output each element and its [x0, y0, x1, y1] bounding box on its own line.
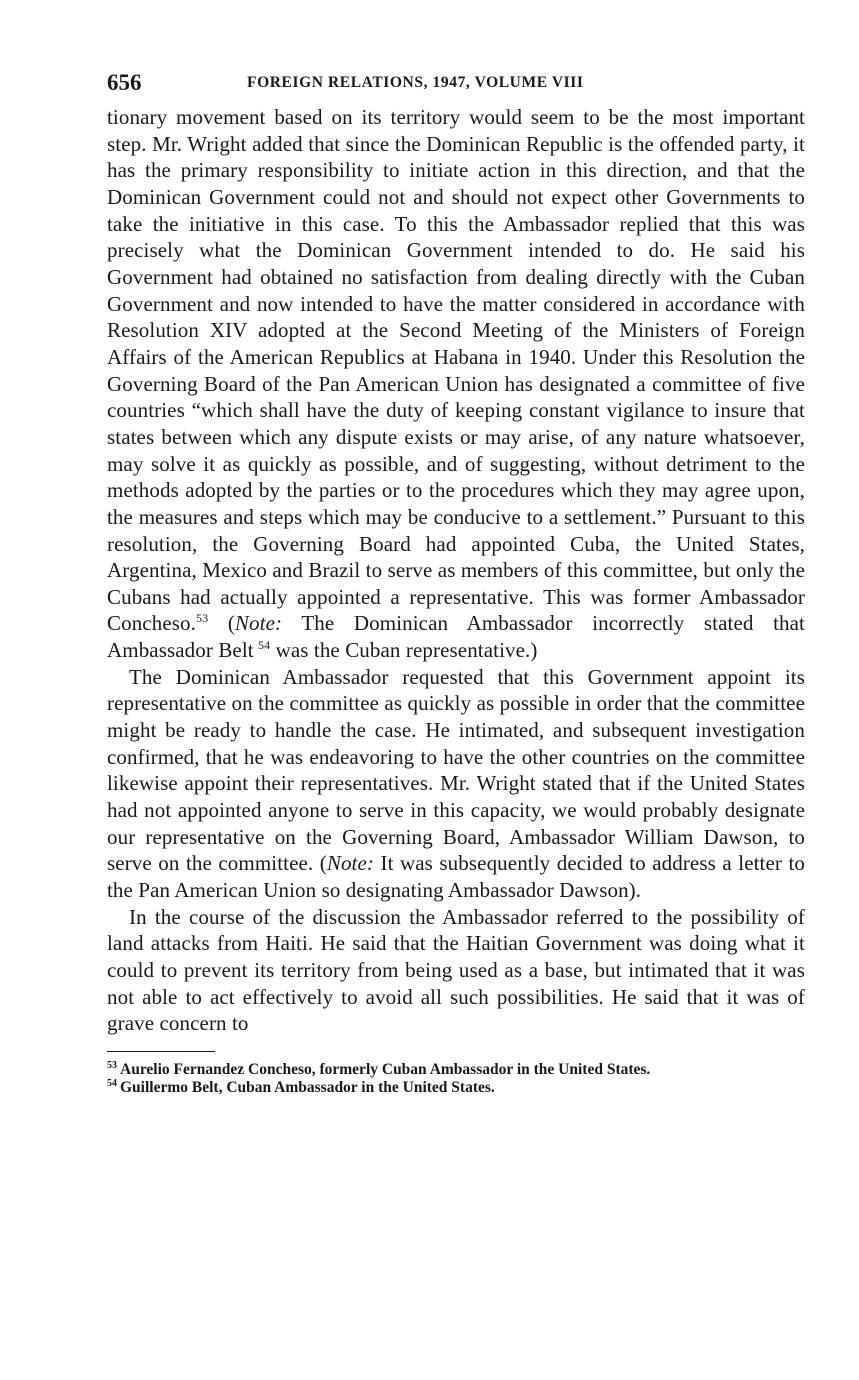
paragraph-1-text-c: The Dominican Ambassador incorrectly stated that Ambassador Belt: [107, 611, 805, 663]
page-header: [107, 68, 805, 104]
footnote-text: Aurelio Fernandez Concheso, formerly Cuban Ambassador in the United States.: [120, 1060, 651, 1078]
page-number: 656: [107, 70, 142, 95]
footnotes: [107, 1059, 805, 1096]
body-text: [107, 104, 805, 1037]
footnote-number: 53: [107, 1059, 117, 1071]
document-page: [107, 68, 805, 1096]
note-label: Note:: [234, 611, 283, 636]
paragraph-2: [107, 664, 805, 904]
paragraph-1-text-d: was the Cuban representative.): [270, 638, 538, 663]
footnote-reference-54: 54: [258, 638, 271, 653]
paragraph-2-text-b: It was subsequently decided to address a letter to the Pan American Union so designating Ambassador Dawson).: [107, 851, 805, 903]
footnote-text: Guillermo Belt, Cuban Ambassador in the United States.: [120, 1078, 495, 1096]
running-head: FOREIGN RELATIONS, 1947, VOLUME VIII: [247, 74, 584, 91]
footnote-divider: [107, 1051, 215, 1052]
note-label: Note:: [326, 851, 374, 876]
paragraph-3: In the course of the discussion the Ambassador referred to the possibility of land attacks from Haiti. He said that the Haitian Government was doing what it could to prevent its territory from being used as a base, but intimated that it was not able to act effectively to avoid all such possibilities. He said that it was of grave concern to: [107, 904, 805, 1036]
paragraph-1-text-b: (: [208, 611, 235, 636]
footnote-53: [107, 1059, 805, 1078]
footnote-reference-53: 53: [195, 611, 209, 626]
paragraph-2-text-a: The Dominican Ambassador requested that this Government appoint its representative on the committee as quickly as possible in order that the committee might be ready to handle the case. He intimated, and subsequent investigation confirmed, that he was endeavoring to have the other countries on the committee likewise appoint their representatives. Mr. Wright stated that if the United States had not appointed anyone to serve in this capacity, we would probably designate our representative on the Governing Board, Ambassador William Dawson, to serve on the committee. (: [107, 664, 805, 876]
paragraph-1: [107, 104, 805, 664]
paragraph-1-text-a: tionary movement based on its territory would seem to be the most important step. Mr. Wright added that since the Dominican Republic is the offended party, it has the primary responsibility to initiate action in this direction, and that the Dominican Government could not and should not expect other Governments to take the initiative in this case. To this the Ambassador replied that this was precisely what the Dominican Government intended to do. He said his Government had obtained no satisfaction from dealing directly with the Cuban Government and now intended to have the matter considered in accordance with Resolution XIV adopted at the Second Meeting of the Ministers of Foreign Affairs of the American Republics at Habana in 1940. Under this Resolution the Governing Board of the Pan American Union has designated a committee of five countries “which shall have the duty of keeping constant vigilance to insure that states between which any dispute exists or may arise, of any nature whatsoever, may solve it as quickly as possible, and of suggesting, without detriment to the methods adopted by the parties or to the procedures which they may agree upon, the measures and steps which may be conducive to a settlement.” Pursuant to this resolution, the Governing Board had appointed Cuba, the United States, Argentina, Mexico and Brazil to serve as members of this committee, but only the Cubans had actually appointed a representative. This was former Ambassador Concheso.: [107, 105, 805, 636]
footnote-number: 54: [107, 1077, 117, 1089]
footnote-54: [107, 1077, 805, 1096]
